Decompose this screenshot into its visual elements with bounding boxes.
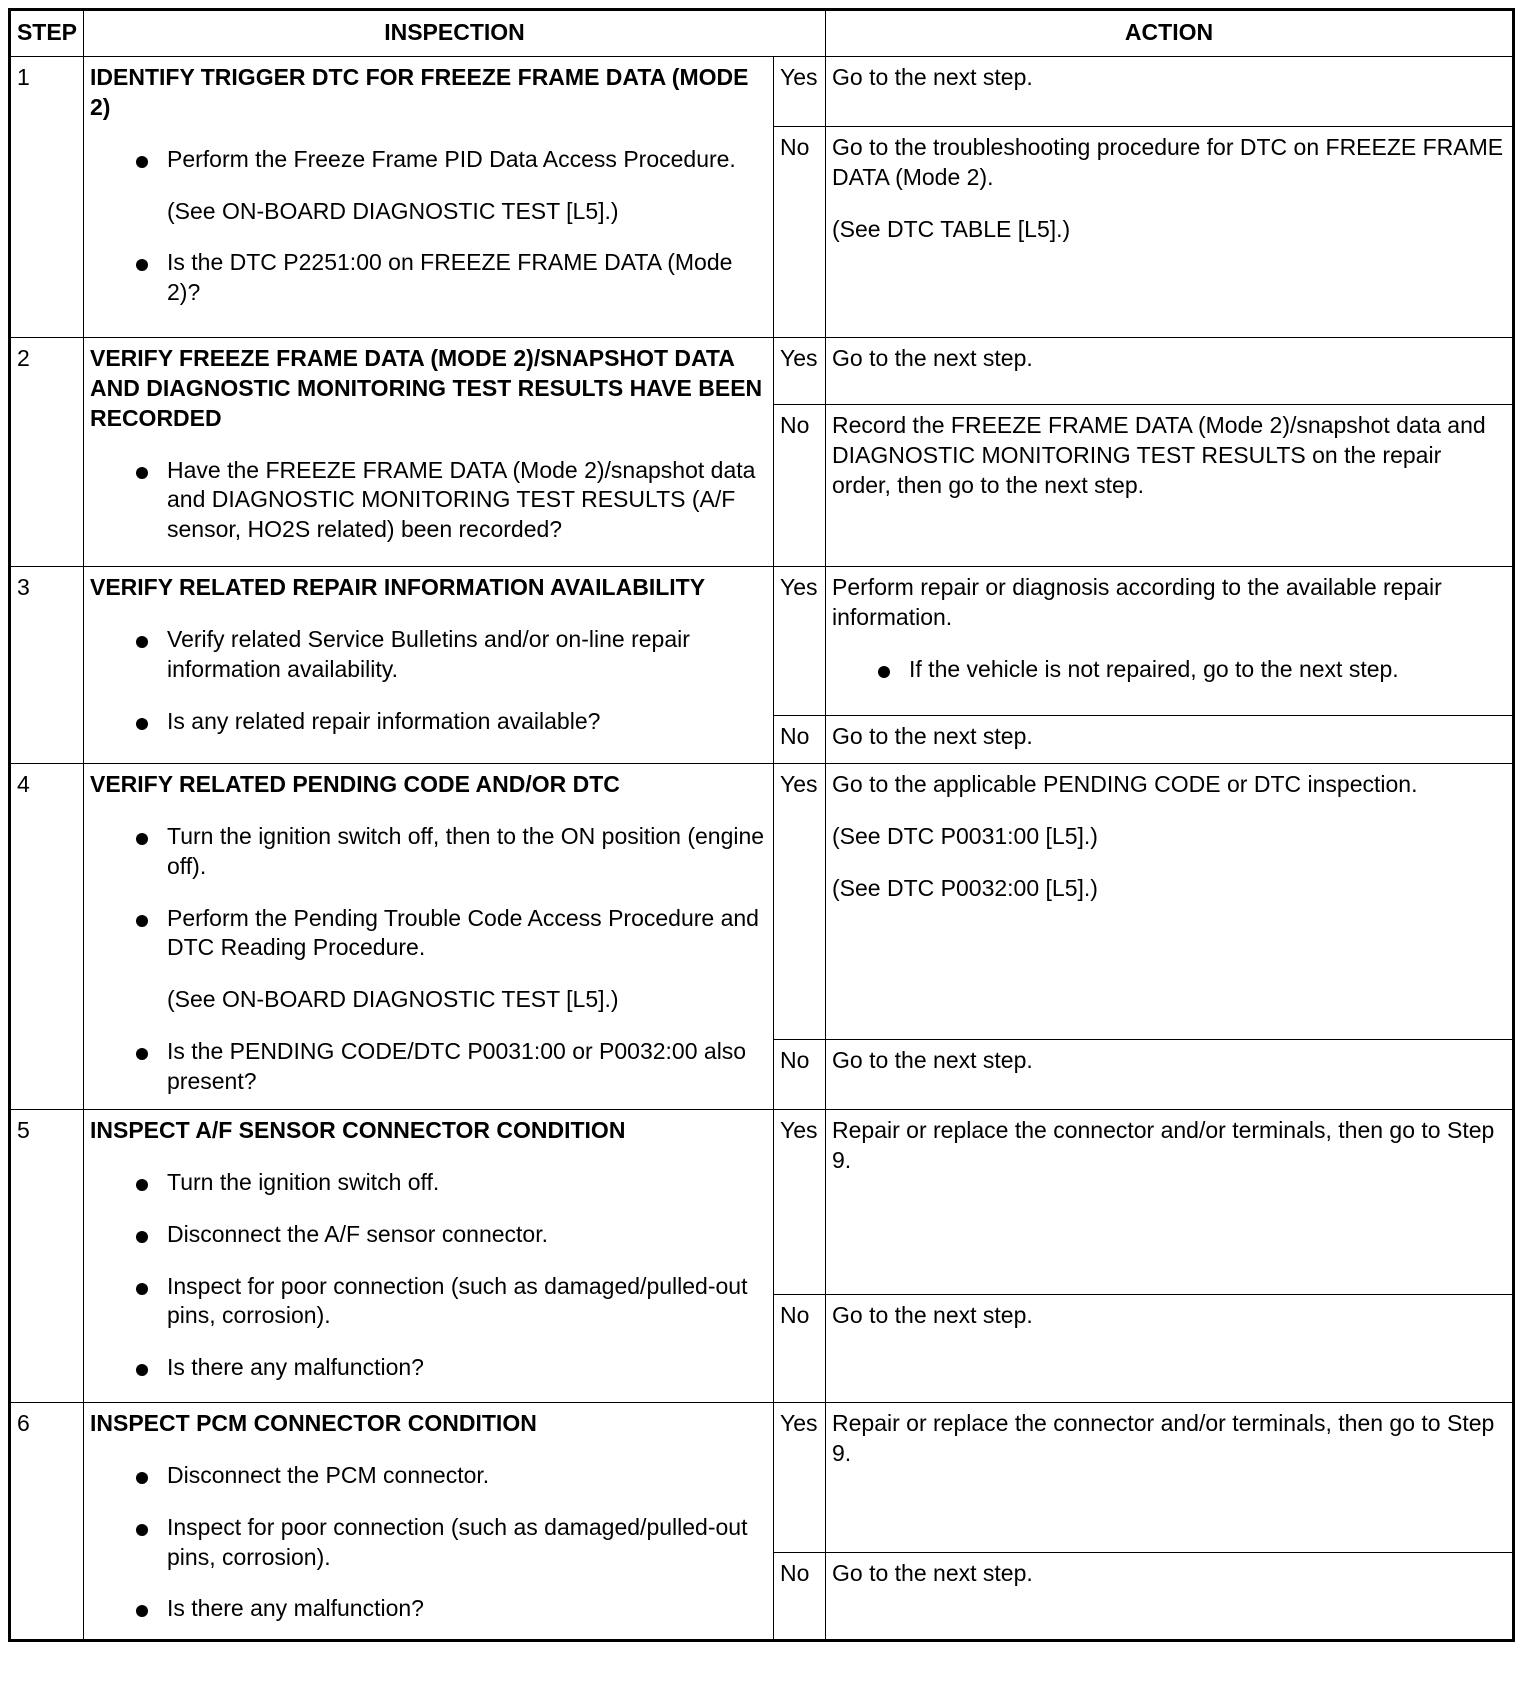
list-item-text: Turn the ignition switch off. [167,1168,440,1195]
table-row [10,56,1514,126]
no-action [826,1039,1514,1109]
list-item-text: Is there any malfunction? [167,1595,424,1622]
action-list [832,655,1506,685]
step-title: INSPECT PCM CONNECTOR CONDITION [90,1409,537,1436]
no-label: No [774,1294,826,1402]
action-text: Go to the next step. [832,1559,1033,1586]
action-text: Record the FREEZE FRAME DATA (Mode 2)/snapshot data and DIAGNOSTIC MONITORING TEST RESULTS on the repair order, then go to the next step. [832,411,1486,498]
bullet-icon [136,833,148,845]
yes-action [826,566,1514,715]
inspection-cell [84,566,774,763]
list-item [90,1168,767,1198]
bullet-icon [136,1179,148,1191]
no-label: No [774,1552,826,1640]
action-text: Go to the next step. [832,63,1033,90]
inspection-list [90,456,767,546]
header-action: ACTION [826,10,1514,57]
action-text: Go to the next step. [832,722,1033,749]
yes-action [826,1109,1514,1294]
step-title: VERIFY RELATED PENDING CODE AND/OR DTC [90,770,620,797]
diagnostic-table [8,8,1515,1642]
reference-note: (See DTC P0032:00 [L5].) [832,874,1098,901]
no-action [826,715,1514,763]
yes-label: Yes [774,56,826,126]
yes-label: Yes [774,1109,826,1294]
list-item-text: Inspect for poor connection (such as damaged/pulled-out pins, corrosion). [167,1272,748,1329]
list-item [90,1513,767,1573]
inspection-list [90,1168,767,1383]
yes-label: Yes [774,566,826,715]
list-item-text: Perform the Pending Trouble Code Access Procedure and DTC Reading Procedure. [167,904,759,961]
no-action [826,126,1514,337]
bullet-icon [136,1524,148,1536]
list-item [90,1037,767,1097]
list-item [90,707,767,737]
action-text: Go to the applicable PENDING CODE or DTC inspection. [832,770,1418,797]
yes-label: Yes [774,763,826,1039]
bullet-icon [136,1283,148,1295]
action-text: Go to the troubleshooting procedure for DTC on FREEZE FRAME DATA (Mode 2). [832,133,1504,190]
list-item [90,145,767,175]
inspection-cell [84,763,774,1109]
list-item-text: Disconnect the A/F sensor connector. [167,1220,548,1247]
reference-note: (See DTC TABLE [L5].) [832,215,1071,242]
bullet-icon [136,1605,148,1617]
no-action [826,1294,1514,1402]
yes-action [826,337,1514,404]
step-number: 6 [10,1402,84,1640]
header-inspection: INSPECTION [84,10,826,57]
list-item-text: Is there any malfunction? [167,1354,424,1381]
yes-label: Yes [774,1402,826,1552]
list-item [90,904,767,964]
step-title: IDENTIFY TRIGGER DTC FOR FREEZE FRAME DATA (MODE 2) [90,63,749,120]
bullet-icon [136,1364,148,1376]
step-number: 4 [10,763,84,1109]
bullet-icon [136,156,148,168]
inspection-cell [84,337,774,566]
list-item-text: Inspect for poor connection (such as damaged/pulled-out pins, corrosion). [167,1513,748,1570]
bullet-icon [136,1048,148,1060]
step-title: INSPECT A/F SENSOR CONNECTOR CONDITION [90,1116,626,1143]
bullet-icon [136,467,148,479]
action-text: Go to the next step. [832,1301,1033,1328]
step-title: VERIFY FREEZE FRAME DATA (MODE 2)/SNAPSHOT DATA AND DIAGNOSTIC MONITORING TEST RESULTS HAVE BEEN RECORDED [90,344,763,431]
list-item [90,248,767,308]
no-action [826,1552,1514,1640]
list-item [90,625,767,685]
action-text: Go to the next step. [832,1046,1033,1073]
step-number: 3 [10,566,84,763]
list-item-text: Turn the ignition switch off, then to the ON position (engine off). [167,822,765,879]
step-title: VERIFY RELATED REPAIR INFORMATION AVAILABILITY [90,573,706,600]
list-item-text: Perform the Freeze Frame PID Data Access Procedure. [167,145,736,172]
no-label: No [774,404,826,566]
step-number: 2 [10,337,84,566]
list-item [90,1353,767,1383]
inspection-list [90,822,767,964]
list-item-text: Have the FREEZE FRAME DATA (Mode 2)/snapshot data and DIAGNOSTIC MONITORING TEST RESULTS (A/F sensor, HO2S related) been recorded? [167,456,756,543]
bullet-icon [136,259,148,271]
action-text: Repair or replace the connector and/or terminals, then go to Step 9. [832,1409,1495,1466]
inspection-cell [84,1402,774,1640]
no-label: No [774,1039,826,1109]
inspection-list [90,625,767,737]
table-row [10,566,1514,715]
header-step: STEP [10,10,84,57]
header-row [10,10,1514,57]
list-item [832,655,1506,685]
no-action [826,404,1514,566]
no-label: No [774,715,826,763]
bullet-icon [136,636,148,648]
yes-label: Yes [774,337,826,404]
list-item [90,1461,767,1491]
list-item [90,1272,767,1332]
action-text: Repair or replace the connector and/or terminals, then go to Step 9. [832,1116,1495,1173]
inspection-list [90,1037,767,1097]
yes-action [826,1402,1514,1552]
yes-action [826,763,1514,1039]
list-item [90,1220,767,1250]
inspection-list [90,1461,767,1625]
list-item-text: Disconnect the PCM connector. [167,1461,490,1488]
inspection-list [90,145,767,175]
action-text: Go to the next step. [832,344,1033,371]
bullet-icon [136,1472,148,1484]
list-item [90,822,767,882]
step-number: 5 [10,1109,84,1402]
list-item-text: If the vehicle is not repaired, go to the next step. [909,655,1399,682]
reference-note: (See ON-BOARD DIAGNOSTIC TEST [L5].) [167,986,619,1013]
table-row [10,1402,1514,1552]
table-row [10,1109,1514,1294]
bullet-icon [136,915,148,927]
table-row [10,763,1514,1039]
list-item-text: Is the DTC P2251:00 on FREEZE FRAME DATA (Mode 2)? [167,249,733,306]
inspection-cell [84,56,774,337]
inspection-cell [84,1109,774,1402]
reference-note: (See ON-BOARD DIAGNOSTIC TEST [L5].) [167,197,619,224]
list-item [90,1594,767,1624]
list-item-text: Verify related Service Bulletins and/or on-line repair information availability. [167,625,690,682]
list-item [90,456,767,546]
bullet-icon [136,1231,148,1243]
table-row [10,337,1514,404]
yes-action [826,56,1514,126]
list-item-text: Is the PENDING CODE/DTC P0031:00 or P0032:00 also present? [167,1038,747,1095]
action-text: Perform repair or diagnosis according to the available repair information. [832,573,1442,630]
list-item-text: Is any related repair information available? [167,707,601,734]
bullet-icon [136,718,148,730]
inspection-list [90,248,767,308]
no-label: No [774,126,826,337]
bullet-icon [878,666,890,678]
step-number: 1 [10,56,84,337]
reference-note: (See DTC P0031:00 [L5].) [832,822,1098,849]
